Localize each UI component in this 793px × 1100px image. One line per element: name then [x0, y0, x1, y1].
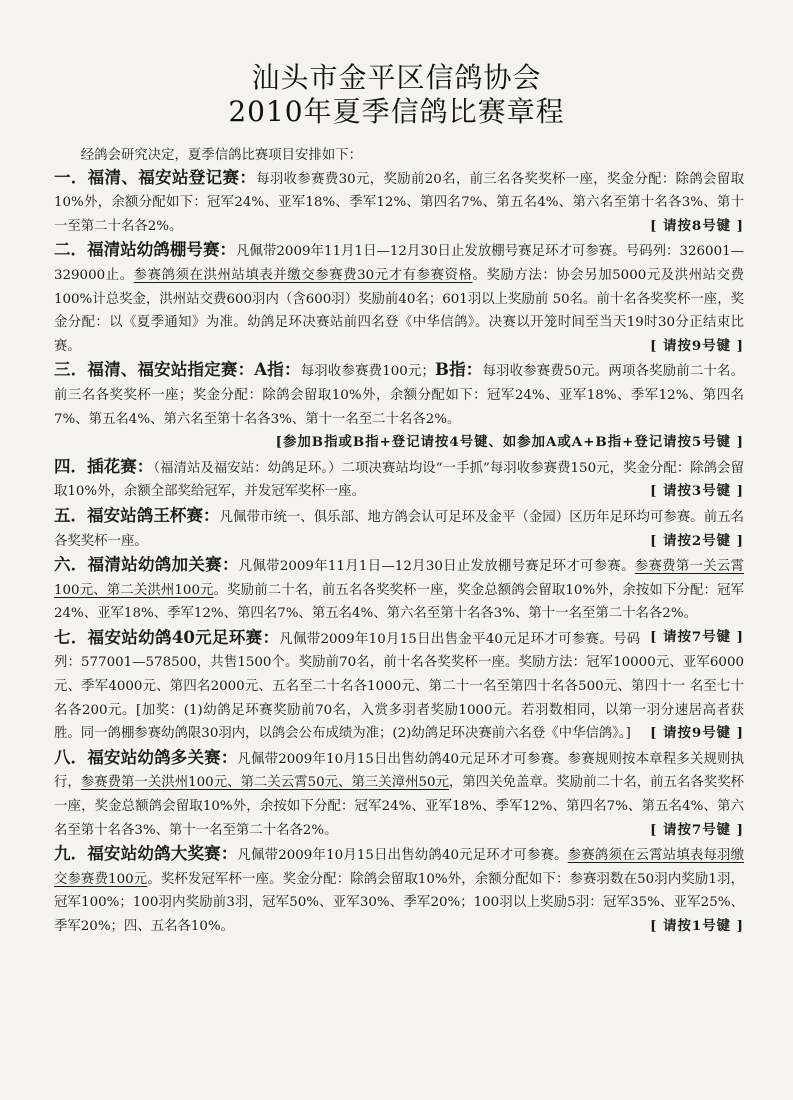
section-3-heading-b: B指：: [434, 360, 483, 380]
section-3-key: [参加B指或B指+登记请按4号键、如参加A或A+B指+登记请按5号键 ]: [275, 434, 744, 451]
section-2-heading: 二．福清站幼鸽棚号赛：: [54, 240, 237, 260]
section-6-underlined: 参赛费第一关云霄100元、第二关洪州100元: [54, 559, 744, 598]
section-3-body-a: 每羽收参赛费100元；: [300, 364, 435, 380]
section-1-body: 每羽收参赛费30元，奖励前20名，前三名各奖奖杯一座，奖金分配：除鸽会留取10%外，余额分配如下：冠军24%、亚军18%、季军12%、第四名7%、第五名4%、第六名至第十名各3%、第十一至第二十名各2%。: [54, 171, 745, 234]
doc-intro: 经鸽会研究决定，夏季信鸽比赛项目安排如下：: [80, 148, 362, 163]
section-9: [54, 842, 744, 938]
section-5-key: [ 请按2号键 ]: [650, 532, 744, 549]
section-7-body: 凡佩带2009年10月15日出售金平40元足环才可参赛。号码列：577001—578500，共售1500个。奖励前70名，前十名各奖奖杯一座。奖励方法：冠军10000元、亚军6000元、季军4000元、第四名2000元、五名至二十名各1000元、第二十一名至第四十名各500元、第四十一 名至七十名各200元。[加奖：(1)幼鸽足环赛奖励前70名，入赏多羽者奖励1000元。若羽数相同，以第一羽分速居高者获胜。同一鸽棚参赛幼鸽限30羽内，以鸽会公布成绩为准；(2)幼鸽足环决赛前六名登《中华信鸽》。]: [54, 631, 744, 742]
section-6-body-a: 凡佩带2009年11月1日—12月30日止发放棚号赛足环才可参赛。: [238, 559, 635, 575]
section-8-body-b: ，第四关免盖章。奖励前二十名，前五名各奖奖杯一座，奖金总额鸽会留取10%外，余按如下分配：冠军24%、亚军18%、季军12%、第四名7%、第五名4%、第六名至第十名各3%、第十一名至第二十名各2%。: [54, 775, 745, 838]
doc-content: [54, 144, 744, 939]
section-6-heading: 六．福清站幼鸽加关赛：: [54, 555, 239, 575]
section-1-heading: 一．福清、福安站登记赛：: [54, 167, 257, 187]
section-2-underlined: 参赛鸽须在洪州站填表并缴交参赛费30元才有参赛资格: [133, 267, 473, 283]
section-9-key: [ 请按1号键 ]: [650, 918, 744, 934]
section-2: [54, 238, 744, 358]
section-1-key: [ 请按8号键 ]: [650, 217, 744, 234]
section-5-heading: 五．福安站鸽王杯赛：: [54, 505, 220, 525]
section-8-key: [ 请按7号键 ]: [650, 821, 744, 838]
doc-title-line1: 汕头市金平区信鸽协会: [251, 61, 542, 94]
section-2-body-b: 。奖励方法：协会另加5000元及洪州站交费100%计总奖金，洪州站交费600羽内（含600羽）奖励前40名；601羽以上奖励前 50名。前十名各奖奖杯一座，奖金分配：以《夏季通知》为准。幼鸽足环决赛站前四名登《中华信鸽》。决赛以开笼时间至当天19时30分正结束比赛。: [54, 267, 745, 354]
section-3-heading: 三．福清、福安站指定赛：A指：: [54, 360, 301, 380]
section-9-heading: 九．福安站幼鸽大奖赛：: [54, 844, 238, 864]
section-8-body-a: 凡佩带2009年10月15日出售幼鸽40元足环才可参赛。参赛规则按本章程多关规则执行，: [54, 751, 745, 791]
section-4-heading: 四．插花赛：: [54, 456, 154, 476]
section-9-body-b: 。奖杯发冠军杯一座。奖金分配：除鸽会留取10%外，余额分配如下：参赛羽数在50羽内奖励1羽，冠军100%；100羽内奖励前3羽，冠军50%、亚军30%、季军20%；100羽以上奖励5羽：冠军35%、亚军25%、季军20%；四、五名各10%。: [54, 871, 744, 934]
section-8-heading: 八．福安站幼鸽多关赛：: [54, 747, 238, 767]
section-2-key: [ 请按9号键 ]: [650, 337, 744, 354]
section-7: [54, 626, 744, 746]
section-3: [54, 358, 744, 431]
section-9-underlined: 参赛鸽须在云霄站填表每羽缴交参赛费100元: [54, 848, 745, 887]
section-8-underlined: 参赛费第一关洪州100元、第二关云霄50元、第三关漳州50元: [80, 775, 449, 791]
section-9-body-a: 凡佩带2009年10月15日出售幼鸽40元足环才可参赛。: [237, 848, 568, 864]
section-7-heading: 七．福安站幼鸽40元足环赛：: [54, 627, 280, 647]
section-6-key: [ 请按7号键 ]: [650, 628, 744, 645]
section-8: [54, 746, 744, 842]
section-4-key: [ 请按3号键 ]: [650, 483, 744, 500]
section-5: [54, 504, 744, 553]
section-2-body-a: 凡佩带2009年11月1日—12月30日止发放棚号赛足环才可参赛。号码列：326001—329000止。: [54, 244, 744, 283]
section-4: [54, 455, 744, 504]
section-7-key: [ 请按9号键 ]: [650, 725, 744, 742]
section-1: [54, 166, 744, 239]
section-6-body-b: 。奖励前二十名，前五名各奖奖杯一座，奖金总额鸽会留取10%外，余按如下分配：冠军24%、亚军18%、季军12%、第四名7%、第五名4%、第六名至第十名各3%、第十一名至第二十名各2%。: [54, 582, 744, 622]
doc-title-line2: 2010年夏季信鸽比赛章程: [228, 95, 565, 128]
section-3-body-b: 每羽收参赛费50元。两项各奖励前二十名。前三名各奖奖杯一座；奖金分配：除鸽会留取10%外，余额分配如下：冠军24%、亚军18%、季军12%、第四名7%、第五名4%、第六名至第十名各3%、第十一名至二十名各2%。: [54, 364, 745, 427]
section-5-body: 凡佩带市统一、俱乐部、地方鸽会认可足环及金平（金园）区历年足环均可参赛。前五名各奖奖杯一座。: [54, 509, 744, 549]
section-4-body: （福清站及福安站：幼鸽足环。）二项决赛站均设“一手抓”每羽收参赛费150元，奖金分配：除鸽会留取10%外，余额全部奖给冠军，并发冠军奖杯一座。: [54, 460, 744, 500]
